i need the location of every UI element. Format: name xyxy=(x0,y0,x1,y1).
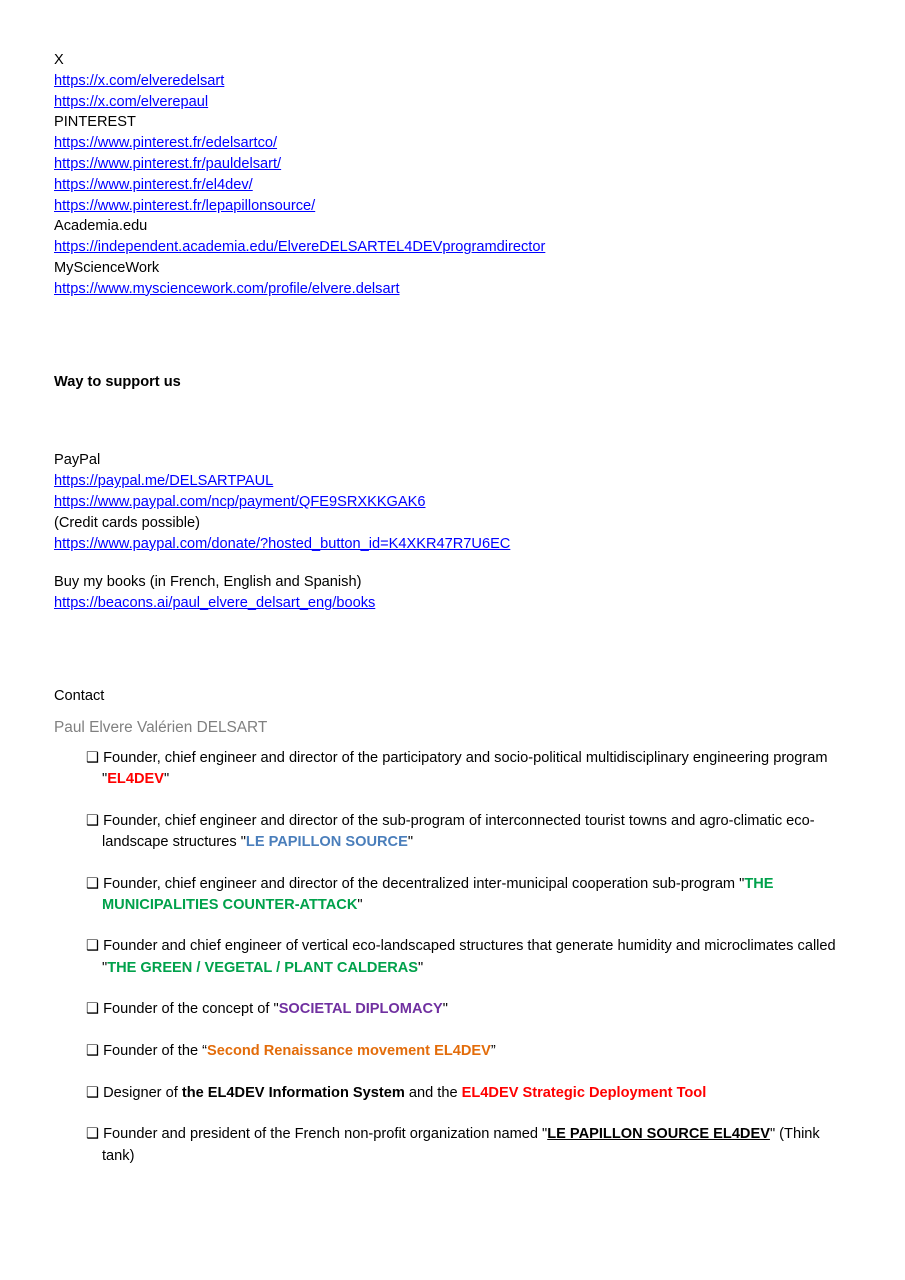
contact-role-item xyxy=(54,999,849,1020)
bullet-square-icon: ❑ xyxy=(86,1126,104,1143)
role-text-fragment: THE GREEN / VEGETAL / PLANT CALDERAS xyxy=(107,959,419,976)
role-text-fragment: EL4DEV Strategic Deployment Tool xyxy=(461,1084,707,1101)
books-link[interactable]: https://beacons.ai/paul_elvere_delsart_eng/books xyxy=(54,595,376,612)
role-text-fragment: " (Think tank) xyxy=(102,1126,820,1164)
credit-cards-note: (Credit cards possible) xyxy=(54,514,200,531)
paypal-donate-link[interactable]: https://www.paypal.com/donate/?hosted_button_id=K4XKR47R7U6EC xyxy=(54,535,511,552)
social-link-x-elveredelsart[interactable]: https://x.com/elveredelsart xyxy=(54,72,225,89)
role-text-fragment: Founder and president of the French non-profit organization named " xyxy=(103,1126,548,1143)
contact-roles-list xyxy=(54,748,849,1167)
contact-role-item xyxy=(54,1124,849,1166)
social-label-academia: Academia.edu xyxy=(54,218,148,235)
spacer-after-support-heading xyxy=(54,392,849,450)
paypal-me-link[interactable]: https://paypal.me/DELSARTPAUL xyxy=(54,473,274,490)
bullet-square-icon: ❑ xyxy=(86,938,104,955)
contact-heading: Contact xyxy=(54,687,105,704)
role-text-fragment: " xyxy=(357,896,363,913)
contact-role-text xyxy=(103,1043,496,1059)
spacer-before-bullets xyxy=(54,738,849,748)
paypal-label: PayPal xyxy=(54,452,101,469)
contact-role-item xyxy=(54,874,849,916)
bullet-square-icon: ❑ xyxy=(86,812,104,829)
role-text-fragment: LE PAPILLON SOURCE EL4DEV xyxy=(547,1126,770,1143)
spacer-after-social xyxy=(54,300,849,372)
role-text-fragment: Founder, chief engineer and director of the sub-program of interconnected tourist towns and agro-climatic eco-landscape structures " xyxy=(102,812,815,850)
social-label-x: X xyxy=(54,52,64,68)
role-text-fragment: the EL4DEV Information System xyxy=(181,1084,405,1101)
contact-role-item xyxy=(54,1041,849,1062)
social-links-block xyxy=(54,50,849,300)
spacer-after-contact-heading xyxy=(54,707,849,717)
support-heading: Way to support us xyxy=(54,373,181,390)
contact-role-text xyxy=(102,1126,820,1163)
bullet-square-icon: ❑ xyxy=(86,1043,104,1060)
social-link-pinterest-edelsartco[interactable]: https://www.pinterest.fr/edelsartco/ xyxy=(54,135,278,152)
role-text-fragment: ” xyxy=(490,1043,496,1060)
spacer-before-books xyxy=(54,554,849,572)
role-text-fragment: EL4DEV xyxy=(107,770,164,787)
role-text-fragment: Founder of the concept of " xyxy=(103,1001,279,1018)
role-text-fragment: LE PAPILLON SOURCE xyxy=(245,833,408,850)
bullet-square-icon: ❑ xyxy=(86,1001,104,1018)
role-text-fragment: THE MUNICIPALITIES COUNTER-ATTACK xyxy=(102,875,774,913)
books-label: Buy my books (in French, English and Spanish) xyxy=(54,574,362,591)
social-link-x-elverepaul[interactable]: https://x.com/elverepaul xyxy=(54,93,209,110)
books-block xyxy=(54,572,849,614)
contact-role-item xyxy=(54,811,849,853)
role-text-fragment: Founder, chief engineer and director of the decentralized inter-municipal cooperation sub-program " xyxy=(103,875,745,892)
role-text-fragment: " xyxy=(442,1001,448,1018)
role-text-fragment: Founder and chief engineer of vertical eco-landscaped structures that generate humidity and microclimates called " xyxy=(102,938,836,976)
support-block xyxy=(54,450,849,554)
role-text-fragment: SOCIETAL DIPLOMACY xyxy=(278,1001,443,1018)
role-text-fragment: Founder, chief engineer and director of the participatory and socio-political multidisciplinary engineering program " xyxy=(102,749,828,787)
contact-role-item xyxy=(54,936,849,978)
role-text-fragment: and the xyxy=(404,1084,462,1101)
social-link-pinterest-lepapillonsource[interactable]: https://www.pinterest.fr/lepapillonsource/ xyxy=(54,197,316,214)
contact-role-text xyxy=(103,1085,706,1101)
contact-person-name: Paul Elvere Valérien DELSART xyxy=(54,718,268,736)
social-label-mysciencework: MyScienceWork xyxy=(54,259,160,276)
spacer-after-books xyxy=(54,614,849,686)
paypal-ncp-payment-link[interactable]: https://www.paypal.com/ncp/payment/QFE9SRXKKGAK6 xyxy=(54,493,426,510)
bullet-square-icon: ❑ xyxy=(86,1084,104,1101)
role-text-fragment: Designer of xyxy=(103,1084,182,1101)
role-text-fragment: Second Renaissance movement EL4DEV xyxy=(206,1043,491,1060)
role-text-fragment: " xyxy=(418,959,424,976)
role-text-fragment: Founder of the “ xyxy=(103,1043,207,1060)
contact-role-item xyxy=(54,748,849,790)
social-link-pinterest-pauldelsart[interactable]: https://www.pinterest.fr/pauldelsart/ xyxy=(54,155,282,172)
contact-role-text xyxy=(102,750,828,787)
contact-role-text xyxy=(102,876,774,913)
bullet-square-icon: ❑ xyxy=(86,875,104,892)
social-link-pinterest-el4dev[interactable]: https://www.pinterest.fr/el4dev/ xyxy=(54,176,253,193)
contact-role-text xyxy=(103,1001,448,1017)
role-text-fragment: " xyxy=(407,833,413,850)
contact-role-item xyxy=(54,1083,849,1104)
social-link-academia[interactable]: https://independent.academia.edu/ElvereDELSARTEL4DEVprogramdirector xyxy=(54,239,546,256)
bullet-square-icon: ❑ xyxy=(86,749,104,766)
social-link-mysciencework[interactable]: https://www.mysciencework.com/profile/elvere.delsart xyxy=(54,280,400,297)
contact-role-text xyxy=(102,813,815,850)
role-text-fragment: " xyxy=(163,770,170,787)
social-label-pinterest: PINTEREST xyxy=(54,114,136,131)
contact-role-text xyxy=(102,938,836,975)
